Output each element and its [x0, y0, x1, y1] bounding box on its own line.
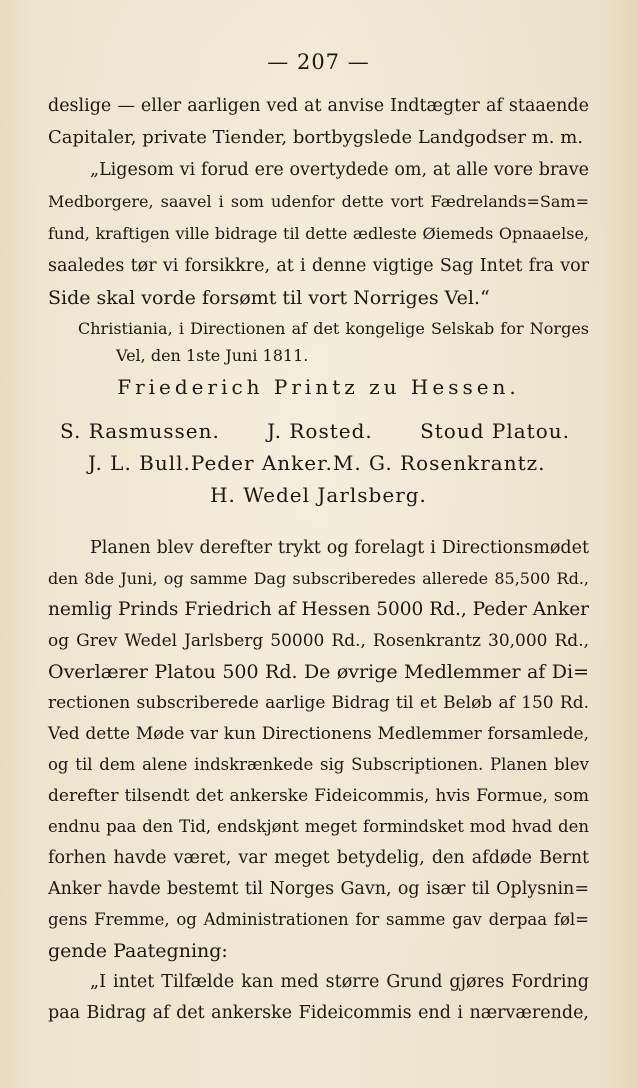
- body-line: Overlærer Platou 500 Rd. De øvrige Medlemmer af Di=: [48, 661, 589, 683]
- quote-line: saaledes tør vi forsikkre, at i denne vigtige Sag Intet fra vor: [48, 256, 589, 276]
- signatory-row: [60, 414, 570, 448]
- body-line: endnu paa den Tid, endskjønt meget formindsket mod hvad den: [48, 817, 589, 836]
- body-line: gende Paategning:: [48, 940, 228, 962]
- signature-place-line: Christiania, i Directionen af det kongelige Selskab for Norges: [78, 319, 589, 338]
- body-line: og til dem alene indskrænkede sig Subscriptionen. Planen blev: [48, 755, 589, 774]
- body-line: forhen havde været, var meget betydelig, den afdøde Bernt: [48, 848, 589, 868]
- text-line: deslige — eller aarligen ved at anvise Indtægter af staaende: [48, 96, 589, 116]
- signatory-name: M. G. Rosenkrantz.: [332, 451, 546, 475]
- signatory-name: H. Wedel Jarlsberg.: [210, 483, 427, 507]
- signatory-row: [88, 446, 546, 480]
- signature-date-line: Vel, den 1ste Juni 1811.: [116, 346, 309, 365]
- body-line: derefter tilsendt det ankerske Fideicommis, hvis Formue, som: [48, 786, 589, 806]
- signatory-name: J. Rosted.: [267, 419, 373, 443]
- signatory-name: Stoud Platou.: [420, 419, 570, 443]
- signatory-name: J. L. Bull.: [88, 451, 191, 475]
- quote-line: Medborgere, saavel i som udenfor dette vort Fædrelands=Sam=: [48, 192, 589, 211]
- body-line: den 8de Juni, og samme Dag subscriberedes allerede 85,500 Rd.,: [48, 569, 589, 588]
- body-line: Planen blev derefter trykt og forelagt i Directionsmødet: [90, 538, 589, 558]
- quote-line: Side skal vorde forsømt til vort Norriges Vel.“: [48, 287, 490, 309]
- body-line: rectionen subscriberede aarlige Bidrag til et Beløb af 150 Rd.: [48, 693, 589, 713]
- body-line: gens Fremme, og Administrationen for samme gav derpaa føl=: [48, 910, 589, 929]
- page-number: — 207 —: [267, 50, 370, 74]
- body-line: nemlig Prinds Friedrich af Hessen 5000 Rd., Peder Anker: [48, 599, 589, 620]
- quote-line: „I intet Tilfælde kan med større Grund gjøres Fordring: [90, 972, 589, 992]
- signatory-prince: Friederich Printz zu Hessen.: [117, 375, 520, 399]
- signatory-name: Peder Anker.: [190, 451, 333, 475]
- quote-line: fund, kraftigen ville bidrage til dette ædleste Øiemeds Opnaaelse,: [48, 224, 589, 243]
- text-line: Capitaler, private Tiender, bortbygslede Landgodser m. m.: [48, 127, 584, 148]
- quote-line: paa Bidrag af det ankerske Fideicommis end i nærværende,: [48, 1003, 589, 1023]
- body-line: Ved dette Møde var kun Directionens Medlemmer forsamlede,: [48, 724, 589, 744]
- quote-line: „Ligesom vi forud ere overtydede om, at alle vore brave: [90, 160, 589, 180]
- body-line: Anker havde bestemt til Norges Gavn, og især til Oplysnin=: [48, 879, 589, 899]
- signatory-name: S. Rasmussen.: [60, 419, 220, 443]
- body-line: og Grev Wedel Jarlsberg 50000 Rd., Rosenkrantz 30,000 Rd.,: [48, 631, 589, 651]
